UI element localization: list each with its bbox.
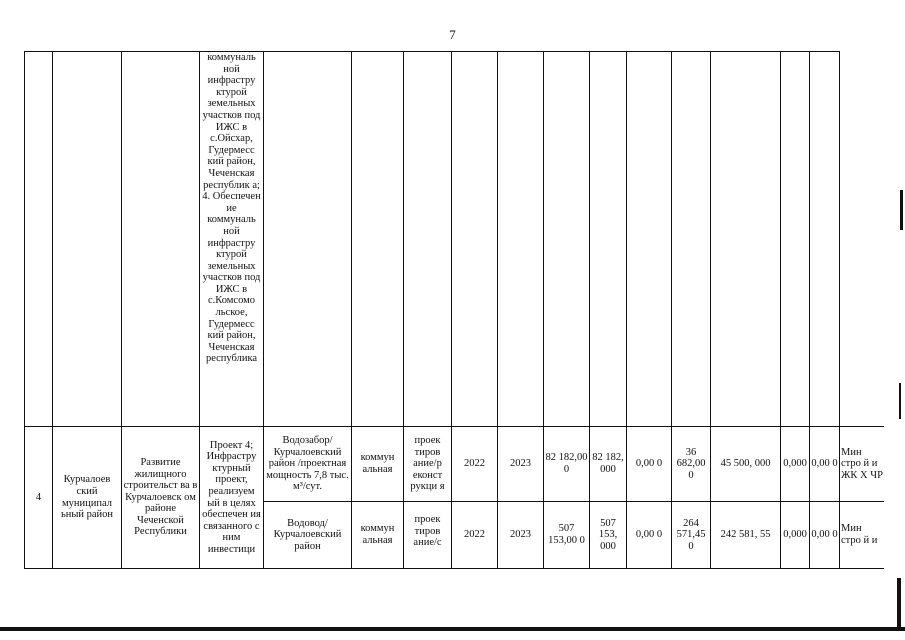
object-name: Водовод/ Курчалоевский район [264,502,352,569]
work-type-text: проек тиров ание/с [413,514,442,549]
responsible-body: Мин стро й и ЖК Х ЧР [840,427,885,502]
cell-project-continued [200,52,264,427]
end-year: 2023 [498,427,544,502]
cell-end [498,52,544,427]
cell-work [404,52,452,427]
cell-v7 [810,52,840,427]
cell-v3 [627,52,672,427]
value-4: 36 682,00 0 [672,427,711,502]
scan-edge-mark [899,383,901,419]
value-5: 242 581, 55 [711,502,781,569]
investment-table [24,51,884,569]
cell-v4 [672,52,711,427]
scan-edge-mark [900,190,903,230]
value-6: 0,000 [781,502,810,569]
value-3: 0,00 0 [627,427,672,502]
start-year: 2022 [452,427,498,502]
scan-edge-mark [897,578,901,630]
value-6: 0,000 [781,427,810,502]
start-year: 2022 [452,502,498,569]
table-row [25,427,885,502]
cell-v1 [544,52,590,427]
work-type: проек тиров ание/р еконст рукци я [404,427,452,502]
infrastructure-type: коммун альная [352,427,404,502]
cell-start [452,52,498,427]
value-total: 82 182,00 0 [544,427,590,502]
value-3: 0,00 0 [627,502,672,569]
value-2: 82 182, 000 [590,427,627,502]
work-type [404,502,452,569]
program-name: Развитие жилищного строительст ва в Курчалоевск ом районе Чеченской Республики [122,427,200,569]
value-4: 264 571,45 0 [672,502,711,569]
value-5: 45 500, 000 [711,427,781,502]
project-description: Проект 4; Инфрастру ктурный проект, реализуем ый в целях обеспечен ия связанного с ним инвестици [200,427,264,569]
value-7: 0,00 0 [810,502,840,569]
cell-v6 [781,52,810,427]
page-number: 7 [449,27,456,42]
municipality-name: Курчалоев ский муниципал ьный район [53,427,122,569]
row-number: 4 [25,427,53,569]
responsible-body: Мин стро й и [840,502,885,569]
end-year: 2023 [498,502,544,569]
cell-number [25,52,53,427]
value-total: 507 153,00 0 [544,502,590,569]
cell-municipality [53,52,122,427]
project-continued-text: коммуналь ной инфрастру ктурой земельных участков под ИЖС в с.Ойсхар, Гудермесс кий район, Чеченская республик а; 4. Обеспечен ие коммуналь ной инфрастру ктурой земельных участков под ИЖС в с.Комсомо льское, Гудермесс кий район, Чеченская республика [202,52,261,365]
continued-row [25,52,885,427]
object-name: Водозабор/ Курчалоевский район /проектная мощность 7,8 тыс. м³/сут. [264,427,352,502]
value-2: 507 153, 000 [590,502,627,569]
cell-v5 [711,52,781,427]
cell-object [264,52,352,427]
cell-type [352,52,404,427]
infrastructure-type: коммун альная [352,502,404,569]
cell-program [122,52,200,427]
cell-v2 [590,52,627,427]
scan-bottom-bar [0,627,905,631]
value-7: 0,00 0 [810,427,840,502]
